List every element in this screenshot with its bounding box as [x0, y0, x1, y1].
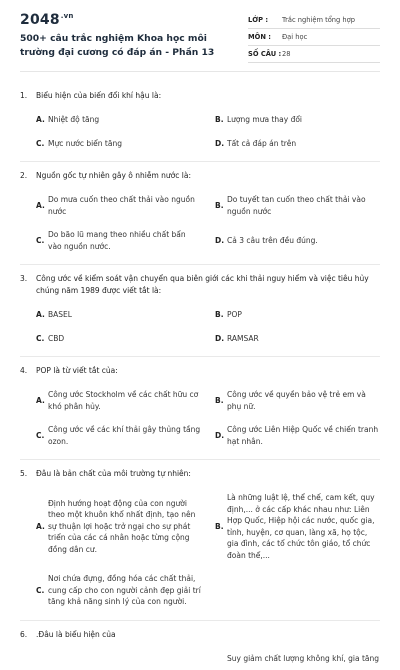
option-a[interactable] [36, 108, 201, 132]
option-d[interactable] [215, 223, 380, 258]
option-b[interactable] [215, 303, 380, 327]
question-stem: Công ước về kiểm soát vận chuyển qua biên giới các khi thải nguy hiểm và việc tiêu hủy chúng năm 1989 được viết tắt là: [36, 273, 380, 297]
question-divider [20, 264, 380, 265]
question-1 [20, 90, 380, 162]
options [20, 108, 380, 155]
option-text: Do tuyết tan cuốn theo chất thải vào nguồn nước [227, 194, 380, 217]
option-text: POP [227, 309, 380, 321]
option-letter: D. [215, 333, 227, 345]
option-text: Mực nước biển tăng [48, 138, 201, 150]
option-text: Là những luật lệ, thể chế, cam kết, quy định,... ở các cấp khác nhau như: Liên Hợp Quốc, Hiệp hội các nước, quốc gia, tỉnh, huyện, cơ quan, làng xã, họ tộc, gia đình, các tổ chức tôn giáo, tổ chức đoàn thể,... [227, 492, 380, 561]
meta-row-subject [248, 29, 380, 46]
question-number: 1. [20, 90, 36, 102]
question-stem: Đâu là bản chất của môi trường tự nhiên: [36, 468, 380, 480]
logo-text: 2048 [20, 12, 60, 28]
question-text [20, 273, 380, 297]
option-c[interactable] [36, 567, 201, 614]
question-stem: .Đâu là biểu hiện của [36, 629, 380, 641]
question-text [20, 629, 380, 641]
question-divider [20, 161, 380, 162]
meta-label: MÔN : [248, 33, 282, 41]
option-c[interactable] [36, 132, 201, 156]
option-letter: B. [215, 309, 227, 321]
option-text: Công ước Stockholm về các chất hữu cơ khó phân hủy. [48, 389, 201, 412]
site-logo[interactable] [20, 12, 235, 28]
question-number: 5. [20, 468, 36, 480]
question-text [20, 365, 380, 377]
question-text [20, 468, 380, 480]
option-text: Công ước Liên Hiệp Quốc về chiến tranh hạt nhân. [227, 424, 380, 447]
question-divider [20, 356, 380, 357]
question-4 [20, 365, 380, 460]
question-3 [20, 273, 380, 357]
question-text [20, 90, 380, 102]
question-number: 3. [20, 273, 36, 297]
question-number: 6. [20, 629, 36, 641]
question-2 [20, 170, 380, 265]
option-d[interactable] [215, 418, 380, 453]
option-b[interactable] [215, 108, 380, 132]
options [20, 486, 380, 614]
meta-label: SỐ CÂU : [248, 50, 282, 58]
option-text: CBD [48, 333, 201, 345]
option-text: Công ước về quyền bảo vệ trẻ em và phụ nữ. [227, 389, 380, 412]
document-header [20, 0, 380, 63]
option-text: BASEL [48, 309, 201, 321]
option-letter: B. [215, 114, 227, 126]
question-divider [20, 620, 380, 621]
option-a[interactable] [36, 188, 201, 223]
option-letter: C. [36, 333, 48, 345]
question-stem: Nguồn gốc tự nhiên gây ô nhiễm nước là: [36, 170, 380, 182]
option-letter: A. [36, 200, 48, 212]
option-text: Công ước về các khí thải gây thủng tầng ozon. [48, 424, 201, 447]
option-letter: B. [215, 395, 227, 407]
option-b[interactable] [215, 486, 380, 567]
option-letter: A. [36, 521, 48, 533]
option-letter: C. [36, 138, 48, 150]
option-c[interactable] [36, 327, 201, 351]
option-text: Suy giảm chất lượng không khí, gia tăng [227, 653, 380, 665]
option-letter: C. [36, 235, 48, 247]
option-c[interactable] [36, 223, 201, 258]
option-text: RAMSAR [227, 333, 380, 345]
header-left [20, 12, 235, 63]
option-b[interactable] [215, 647, 380, 670]
option-text: Định hướng hoạt động của con người theo một khuôn khổ nhất định, tạo nên sự thuận lợi hoặc trở ngại cho sự phát triển của các cá nhân hoặc từng cộng đồng dân cư. [48, 498, 201, 556]
meta-row-class [248, 12, 380, 29]
meta-label: LỚP : [248, 16, 282, 24]
option-letter: A. [36, 114, 48, 126]
meta-row-count [248, 46, 380, 63]
option-text: Do mưa cuốn theo chất thải vào nguồn nước [48, 194, 201, 217]
question-number: 4. [20, 365, 36, 377]
meta-value: 28 [282, 50, 291, 58]
option-letter: C. [36, 585, 48, 597]
option-c[interactable] [36, 418, 201, 453]
option-text: Nhiệt độ tăng [48, 114, 201, 126]
option-text: Do bão lũ mang theo nhiều chất bẩn vào nguồn nước. [48, 229, 201, 252]
meta-value: Đại học [282, 33, 307, 41]
option-letter: C. [36, 430, 48, 442]
option-a[interactable] [36, 486, 201, 567]
option-letter: D. [215, 430, 227, 442]
option-text: Nơi chứa đựng, đồng hóa các chất thải, cung cấp cho con người cảnh đẹp giải trí tăng khả năng sinh lý của con người. [48, 573, 201, 608]
question-list [20, 72, 380, 670]
option-text: Lượng mưa thay đổi [227, 114, 380, 126]
option-letter: A. [36, 395, 48, 407]
document-title: 500+ câu trắc nghiệm Khoa học môi trường đại cương có đáp án - Phần 13 [20, 32, 235, 60]
meta-value: Trắc nghiệm tổng hợp [282, 16, 355, 24]
option-b[interactable] [215, 188, 380, 223]
question-6 [20, 629, 380, 670]
option-d[interactable] [215, 327, 380, 351]
options [20, 188, 380, 258]
question-divider [20, 459, 380, 460]
option-d[interactable] [215, 132, 380, 156]
options [20, 383, 380, 453]
option-a[interactable] [36, 303, 201, 327]
question-number: 2. [20, 170, 36, 182]
option-letter: D. [215, 138, 227, 150]
option-a[interactable] [36, 647, 201, 670]
option-text: Tất cả đáp án trên [227, 138, 380, 150]
option-letter: D. [215, 235, 227, 247]
option-a[interactable] [36, 383, 201, 418]
options [20, 647, 380, 670]
option-b[interactable] [215, 383, 380, 418]
options [20, 303, 380, 350]
question-stem: POP là từ viết tắt của: [36, 365, 380, 377]
option-text: Cả 3 câu trên đều đúng. [227, 235, 380, 247]
question-5 [20, 468, 380, 621]
question-text [20, 170, 380, 182]
option-letter: B. [215, 200, 227, 212]
logo-suffix: .vn [61, 12, 74, 20]
meta-table [248, 12, 380, 63]
option-letter: B. [215, 521, 227, 533]
question-stem: Biểu hiện của biến đổi khí hậu là: [36, 90, 380, 102]
option-letter: A. [36, 309, 48, 321]
